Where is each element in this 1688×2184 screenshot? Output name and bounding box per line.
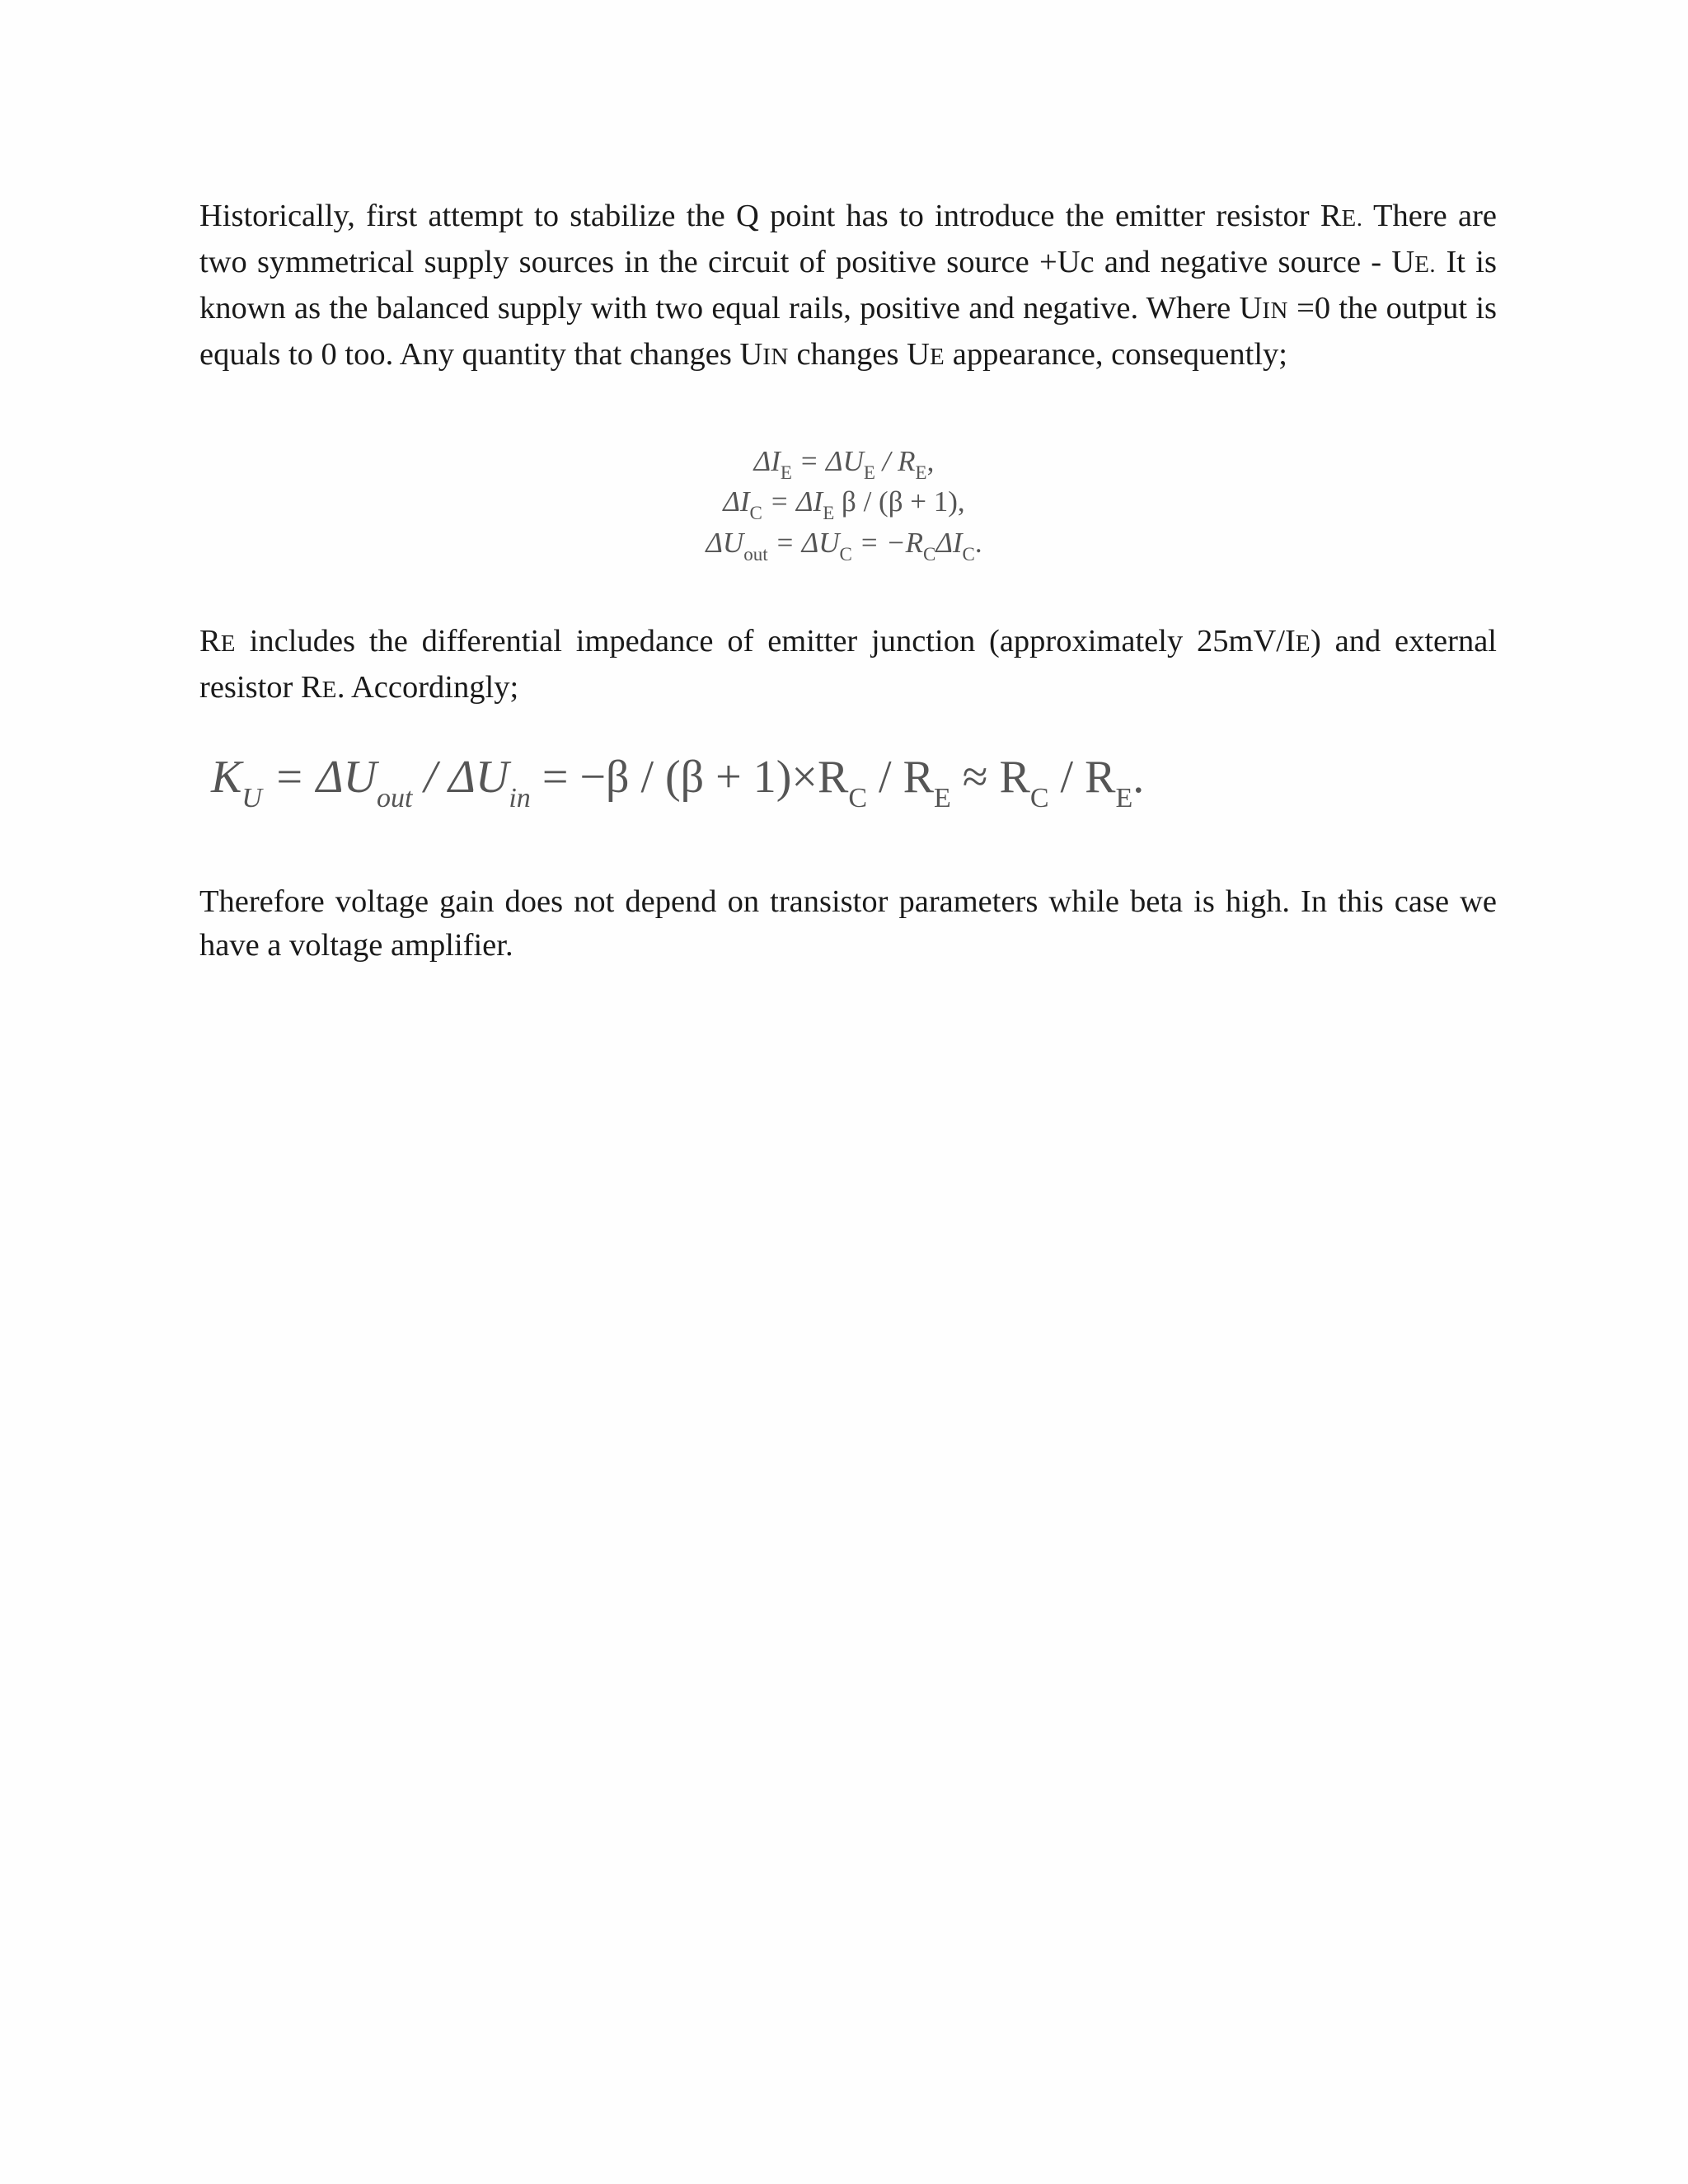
eq-term: / R [1048,752,1116,803]
eq-term: . [1132,752,1145,803]
paragraph-conclusion: Therefore voltage gain does not depend on transistor parameters while beta is high. In this case we have a voltage amplifier. [199,884,1497,963]
paragraph-emitter-resistor-intro [199,194,1497,379]
equation-voltage-gain [211,748,1144,827]
text-subscript: IN [762,344,789,370]
eq-subscript: E [780,462,792,483]
eq-term: ΔI [753,445,781,477]
eq-term: ΔI [935,527,963,559]
text-subscript: E [929,344,945,370]
text-run: There are two symmetrical supply sources in the circuit of positive source +Uc and negative source - U [199,199,1497,279]
eq-term: = −β / (β + 1)×R [530,752,849,803]
eq-subscript: out [743,544,768,565]
eq-subscript: E [863,462,875,483]
text-subscript: E [1295,630,1311,657]
eq-subscript: in [509,783,531,813]
eq-subscript: E [823,503,835,523]
eq-term: ΔI [723,485,750,518]
text-subscript: E. [1414,251,1437,278]
eq-term: . [974,527,982,559]
text-run: . Accordingly; [336,670,519,705]
eq-subscript: C [749,503,762,523]
text-run: includes the differential impedance of emitter junction (approximately 25mV/I [235,624,1296,658]
eq-subscript: E [915,462,927,483]
eq-subscript: E [933,783,951,813]
text-run: changes U [788,337,930,372]
text-run: =0 the output is equals to 0 too. Any quantity that changes U [199,291,1497,372]
eq-subscript: U [241,783,262,813]
eq-subscript: C [1029,783,1049,813]
eq-subscript: E [1115,783,1133,813]
eq-term: = ΔU [261,752,377,803]
eq-term: = ΔU [767,527,840,559]
text-run: ) and external resistor R [199,624,1497,705]
text-run: Historically, first attempt to stabilize the Q point has to introduce the emitter resistor R [199,199,1342,233]
eq-subscript: out [377,783,413,813]
text-subscript: E [321,677,337,703]
text-run: It is known as the balanced supply with two equal rails, positive and negative. Where U [199,245,1497,326]
eq-subscript: C [922,544,936,565]
text-subscript: E. [1341,205,1363,232]
eq-term: / R [867,752,934,803]
eq-term: = −R [851,527,923,559]
eq-term: ΔU [706,527,744,559]
text-run: R [199,624,221,658]
paragraph-re-impedance [199,620,1497,712]
eq-subscript: C [839,544,852,565]
text-run: appearance, consequently; [945,337,1287,372]
eq-subscript: C [848,783,868,813]
text-subscript: IN [1262,298,1288,324]
equation-delta-uout [0,523,1688,574]
eq-term: / ΔU [412,752,509,803]
eq-term: β / (β + 1), [834,485,965,518]
eq-term: K [211,752,242,803]
text-subscript: E [220,630,236,657]
eq-term: , [926,445,935,477]
eq-term: ≈ R [950,752,1030,803]
eq-term: = ΔI [762,485,823,518]
eq-subscript: C [962,544,975,565]
eq-term: = ΔU [791,445,864,477]
eq-term: / R [874,445,916,477]
